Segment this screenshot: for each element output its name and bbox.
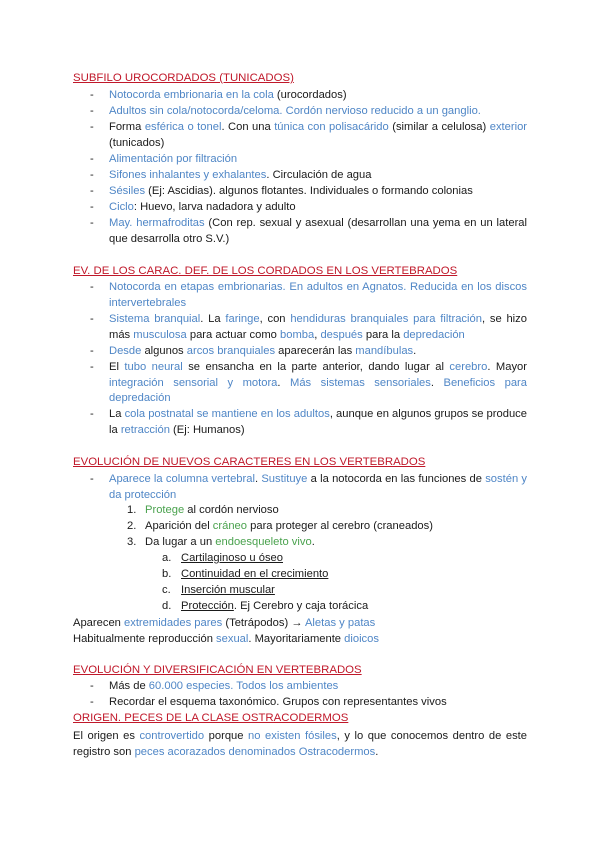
body-text: Aparición del: [145, 520, 213, 532]
highlight-text: exterior: [489, 121, 528, 133]
highlight-text: peces acorazados denominados Ostracodermos: [134, 746, 376, 758]
paragraph: [73, 631, 527, 647]
highlight-text: Ciclo: [109, 201, 134, 213]
highlight-text: controvertido: [139, 730, 205, 742]
body-text: Más de: [109, 680, 149, 692]
highlight-text: cráneo: [212, 520, 248, 532]
highlight-text: Notocorda en etapas embrionarias. En adultos en Agnatos. Reducida en los discos intervertebrales: [109, 281, 527, 309]
body-text: Forma: [109, 121, 145, 133]
highlight-text: tubo neural: [124, 361, 183, 373]
highlight-text: musculosa: [133, 328, 187, 341]
list-item: [90, 200, 527, 216]
body-text: .: [375, 746, 379, 758]
list-item: [90, 120, 527, 151]
body-text: . La: [200, 313, 226, 325]
bullet-dash: -: [90, 696, 94, 708]
body-text: Recordar el esquema taxonómico. Grupos con representantes vivos: [109, 696, 447, 708]
bullet-dash: -: [90, 313, 94, 325]
body-text: se ensancha en la parte anterior, dando lugar al: [182, 361, 450, 373]
highlight-text: cerebro: [449, 361, 488, 373]
body-text: Da lugar a un: [145, 536, 216, 548]
highlight-text: Aletas y patas: [304, 617, 376, 629]
list-item: [90, 407, 527, 438]
bullet-dash: -: [90, 361, 94, 373]
highlight-text: 60.000 especies. Todos los ambientes: [148, 680, 339, 692]
body-text: La: [109, 408, 125, 420]
item-letter: d.: [162, 600, 172, 612]
heading-diversificacion: EVOLUCIÓN Y DIVERSIFICACIÓN EN VERTEBRADOS: [73, 664, 362, 676]
underlined-text: Cartilaginoso u óseo: [181, 552, 283, 564]
highlight-text: Sustituye: [261, 473, 308, 485]
highlight-text: sostén y da protección: [109, 473, 528, 501]
bullet-dash: -: [90, 121, 94, 133]
list-item: [90, 88, 527, 104]
list-item: [90, 168, 527, 184]
bullet-dash: -: [90, 89, 94, 101]
heading-urocordados: SUBFILO UROCORDADOS (TUNICADOS): [73, 72, 294, 84]
list-item: [90, 695, 527, 711]
list-item: [90, 344, 527, 360]
highlight-text: Beneficios para depredación: [109, 376, 527, 405]
bullet-dash: -: [90, 105, 94, 117]
item-number: 3.: [127, 536, 137, 548]
list-item: [90, 216, 527, 247]
bullet-dash: -: [90, 185, 94, 197]
highlight-text: integración sensorial y motora: [109, 376, 278, 389]
highlight-text: Sistema branquial: [109, 313, 201, 325]
bullet-dash: -: [90, 345, 94, 357]
body-text: , y lo que conocemos dentro de este registro son: [73, 730, 528, 758]
numbered-item: [127, 504, 279, 516]
body-text: . Mayor: [487, 361, 528, 373]
highlight-text: después: [320, 328, 363, 341]
item-letter: c.: [162, 584, 171, 596]
body-text: . Circulación de agua: [266, 169, 372, 181]
bullet-dash: -: [90, 408, 94, 420]
highlight-text: Adultos sin cola/notocorda/celoma. Cordón nervioso reducido a un ganglio.: [109, 105, 481, 117]
highlight-text: bomba: [280, 328, 315, 341]
highlight-text: no existen fósiles: [248, 730, 337, 742]
body-text: (similar a celulosa): [388, 121, 490, 133]
bullet-dash: -: [90, 153, 94, 165]
body-text: (tunicados): [109, 136, 165, 149]
highlight-text: arcos branquiales: [186, 345, 276, 357]
list-item: [90, 184, 527, 200]
highlight-text: Aparece la columna vertebral: [109, 473, 255, 485]
highlight-text: Sifones inhalantes y exhalantes: [109, 169, 267, 181]
heading-evolucion-caracteres: EV. DE LOS CARAC. DEF. DE LOS CORDADOS EN LOS VERTEBRADOS: [73, 265, 458, 277]
bullet-dash: -: [90, 169, 94, 181]
item-letter: a.: [162, 552, 172, 564]
highlight-text: Sésiles: [109, 185, 146, 197]
body-text: .: [430, 376, 444, 389]
bullet-dash: -: [90, 201, 94, 213]
highlight-text: esférica o tonel: [144, 121, 222, 133]
body-text: .: [277, 376, 291, 389]
bullet-dash: -: [90, 473, 94, 485]
body-text: .: [254, 473, 262, 485]
highlight-text: sexual: [216, 633, 249, 645]
highlight-text: retracción: [120, 423, 170, 436]
highlight-text: Desde: [109, 345, 142, 357]
body-text: aparecerán las: [275, 345, 356, 357]
numbered-item: [127, 536, 315, 548]
highlight-text: May. hermafroditas: [109, 217, 205, 229]
bullet-dash: -: [90, 281, 94, 293]
body-text: para actuar como: [186, 328, 281, 341]
list-item: [90, 152, 527, 168]
highlight-text: Alimentación por filtración: [109, 153, 238, 165]
highlight-text: hendiduras branquiales para filtración: [290, 313, 482, 325]
body-text: El: [109, 361, 125, 373]
body-text: algunos: [141, 345, 187, 357]
highlight-text: Protege: [145, 504, 185, 516]
underlined-text: Protección: [181, 600, 234, 612]
list-item: [90, 472, 527, 503]
list-item: [90, 360, 527, 407]
list-item: [90, 312, 527, 343]
underlined-text: Inserción muscular: [181, 584, 275, 596]
highlight-text: faringe: [225, 313, 260, 325]
lettered-item: [162, 568, 328, 580]
item-number: 1.: [127, 504, 137, 516]
highlight-text: dioicos: [344, 633, 379, 645]
item-number: 2.: [127, 520, 137, 532]
body-text: para la: [362, 328, 404, 341]
highlight-text: endoesqueleto vivo: [215, 536, 312, 548]
body-text: (urocordados): [273, 89, 347, 101]
highlight-text: mandíbulas: [355, 345, 414, 357]
body-text: (Ej: Ascidias). algunos flotantes. Individuales o formando colonias: [145, 185, 473, 197]
body-text: .: [311, 536, 315, 548]
body-text: Habitualmente reproducción: [73, 633, 217, 645]
item-letter: b.: [162, 568, 172, 580]
body-text: (Con rep. sexual y asexual (desarrollan una yema en un lateral que desarrolla otro S.V.): [109, 217, 527, 245]
numbered-item: [127, 520, 433, 532]
body-text: El origen es: [73, 730, 140, 742]
paragraph: [73, 728, 527, 760]
body-text: Aparecen: [73, 617, 124, 629]
body-text: , aunque en algunos grupos se produce la: [109, 408, 527, 436]
list-item: [90, 679, 527, 695]
highlight-text: Notocorda embrionaria en la cola: [109, 89, 274, 101]
highlight-text: túnica con polisacárido: [274, 121, 389, 133]
bullet-dash: -: [90, 680, 94, 692]
body-text: (Tetrápodos) →: [222, 617, 305, 629]
body-text: . Ej Cerebro y caja torácica: [233, 600, 369, 612]
body-text: , con: [259, 313, 291, 325]
lettered-item: [162, 600, 368, 612]
lettered-item: [162, 584, 275, 596]
highlight-text: cola postnatal se mantiene en los adultos: [124, 408, 330, 420]
body-text: , se hizo más: [109, 313, 527, 341]
body-text: ,: [314, 328, 321, 341]
paragraph: [73, 615, 527, 631]
body-text: a la notocorda en las funciones de: [307, 473, 486, 485]
body-text: : Huevo, larva nadadora y adulto: [133, 201, 296, 213]
heading-origen: ORIGEN. PECES DE LA CLASE OSTRACODERMOS: [73, 712, 349, 724]
lettered-item: [162, 552, 283, 564]
list-item: [90, 280, 527, 311]
body-text: porque: [204, 730, 249, 742]
body-text: . Mayoritariamente: [248, 633, 345, 645]
bullet-dash: -: [90, 217, 94, 229]
body-text: al cordón nervioso: [184, 504, 279, 516]
list-item: [90, 104, 527, 120]
heading-nuevos-caracteres: EVOLUCIÓN DE NUEVOS CARACTERES EN LOS VERTEBRADOS: [73, 456, 426, 468]
highlight-text: depredación: [403, 328, 465, 341]
body-text: (Ej: Humanos): [169, 423, 245, 436]
body-text: . Con una: [221, 121, 275, 133]
highlight-text: Más sistemas sensoriales: [290, 376, 431, 389]
body-text: para proteger al cerebro (craneados): [247, 520, 433, 532]
body-text: .: [413, 345, 417, 357]
highlight-text: extremidades pares: [124, 617, 223, 629]
underlined-text: Continuidad en el crecimiento: [181, 568, 329, 580]
